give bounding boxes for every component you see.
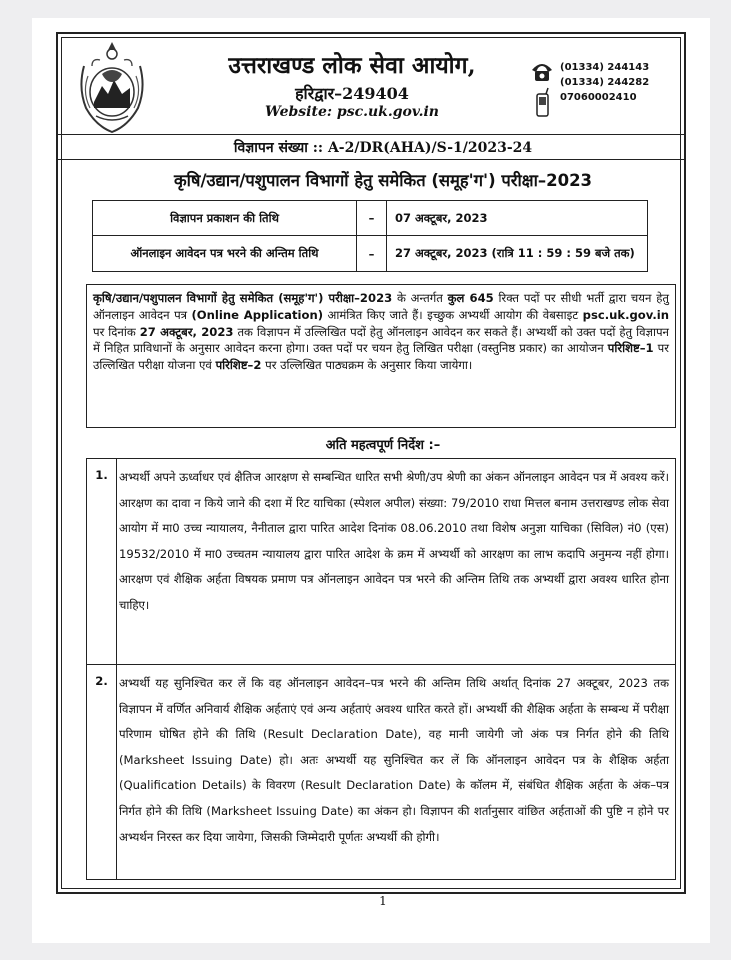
- instruction-row: [87, 459, 675, 665]
- instructions-heading: अति महत्वपूर्ण निर्देश :–: [325, 438, 441, 453]
- date-label: ऑनलाइन आवेदन पत्र भरने की अन्तिम तिथि: [93, 236, 357, 271]
- phone-number: (01334) 244282: [560, 77, 650, 88]
- phone-number: 07060002410: [560, 92, 637, 103]
- advertisement-number: विज्ञापन संख्या :: A-2/DR(AHA)/S-1/2023-24: [233, 140, 533, 156]
- dates-table: [92, 200, 648, 272]
- instruction-number: 1.: [87, 459, 117, 664]
- telephone-icon: [532, 64, 552, 81]
- date-dash: –: [357, 236, 387, 271]
- intro-paragraph: कृषि/उद्यान/पशुपालन विभागों हेतु समेकित (समूह'ग') परीक्षा–2023 के अन्तर्गत कुल 645 रिक्त पदों पर सीधी भर्ती द्वारा चयन हेतु ऑनलाइन आवेदन पत्र (Online Application) आमंत्रित किए जाते हैं। इच्छुक अभ्यर्थी आयोग की वेबसाइट psc.uk.gov.in पर दिनांक 27 अक्टूबर, 2023 तक विज्ञापन में उल्लिखित पदों हेतु ऑनलाइन आवेदन कर सकते हैं। अभ्यर्थी को उक्त पदों हेतु विज्ञापन में निहित प्राविधानों के अनुसार आवेदन करना होगा। उक्त पदों पर चयन हेतु लिखित परीक्षा (वस्तुनिष्ठ प्रकार) का आयोजन परिशिष्ट–1 पर उल्लिखित परीक्षा योजना एवं परिशिष्ट–2 पर उल्लिखित पाठ्यक्रम के अनुसार किया जायेगा।: [86, 284, 676, 428]
- phone-number: (01334) 244143: [560, 62, 650, 73]
- page-number: 1: [379, 894, 387, 908]
- instructions-table: [86, 458, 676, 880]
- table-row: [93, 236, 647, 271]
- instruction-text: अभ्यर्थी अपने ऊर्ध्वाधर एवं क्षैतिज आरक्षण से सम्बन्धित धारित सभी श्रेणी/उप श्रेणी का अंकन ऑनलाइन आवेदन पत्र में अवश्य करें। आरक्षण का दावा न किये जाने की दशा में रिट याचिका (स्पेशल अपील) संख्या: 79/2010 राधा मित्तल बनाम उत्तराखण्ड लोक सेवा आयोग में मा0 उच्च न्यायालय, नैनीताल द्वारा पारित आदेश दिनांक 08.06.2010 तथा विशेष अनुज्ञा याचिका (सिविल) नं0 (एस) 19532/2010 में मा0 उच्चतम न्यायालय द्वारा पारित आदेश के क्रम में अभ्यर्थी को आरक्षण का लाभ कदापि अनुमन्य नहीं होगा। आरक्षण एवं शैक्षिक अर्हता विषयक प्रमाण पत्र ऑनलाइन आवेदन पत्र भरने की अन्तिम तिथि तक अभ्यर्थी द्वारा अवश्य धारित होना चाहिए।: [119, 470, 669, 612]
- instruction-number: 2.: [87, 665, 117, 879]
- contact-icons: [528, 56, 556, 126]
- commission-logo: [72, 36, 152, 140]
- mobile-phone-icon: [537, 88, 548, 116]
- header-divider: [56, 134, 686, 135]
- phone-numbers: [560, 60, 680, 105]
- document-page: [32, 18, 710, 943]
- instruction-row: [87, 665, 675, 879]
- exam-title: कृषि/उद्यान/पशुपालन विभागों हेतु समेकित (समूह'ग') परीक्षा–2023: [173, 171, 593, 190]
- table-row: [93, 201, 647, 236]
- instruction-text: अभ्यर्थी यह सुनिश्चित कर लें कि वह ऑनलाइन आवेदन–पत्र भरने की अन्तिम तिथि अर्थात् दिनांक 27 अक्टूबर, 2023 तक विज्ञापन में वर्णित अनिवार्य शैक्षिक अर्हताएं एवं अन्य अर्हताएं अवश्य धारित करते हों। अभ्यर्थी की शैक्षिक अर्हता के सम्बन्ध में परीक्षा परिणाम घोषित होने की तिथि (Result Declaration Date), वह मानी जायेगी जो अंक पत्र निर्गत होने की तिथि (Marksheet Issuing Date) हो। अतः अभ्यर्थी यह सुनिश्चित कर लें कि ऑनलाइन आवेदन पत्र के शैक्षिक अर्हता (Qualification Details) के विवरण (Result Declaration Date) के कॉलम में, संबंधित शैक्षिक अर्हता के अंक–पत्र निर्गत होने की तिथि (Marksheet Issuing Date) का अंकन हो। विज्ञापन की शर्तानुसार वांछित अर्हताओं की पुष्टि न होने पर अभ्यर्थन निरस्त कर दिया जायेगा, जिसकी जिम्मेदारी पूर्णतः अभ्यर्थी की होगी।: [119, 676, 669, 844]
- date-label: विज्ञापन प्रकाशन की तिथि: [93, 201, 357, 235]
- date-dash: –: [357, 201, 387, 235]
- organization-city: हरिद्वार–249404: [295, 84, 409, 103]
- organization-website: Website: psc.uk.gov.in: [265, 104, 439, 120]
- date-value: 07 अक्टूबर, 2023: [395, 210, 488, 225]
- header-divider: [56, 159, 686, 160]
- date-value: 27 अक्टूबर, 2023 (रात्रि 11 : 59 : 59 बजे तक): [395, 246, 635, 260]
- organization-name: उत्तराखण्ड लोक सेवा आयोग,: [228, 52, 476, 79]
